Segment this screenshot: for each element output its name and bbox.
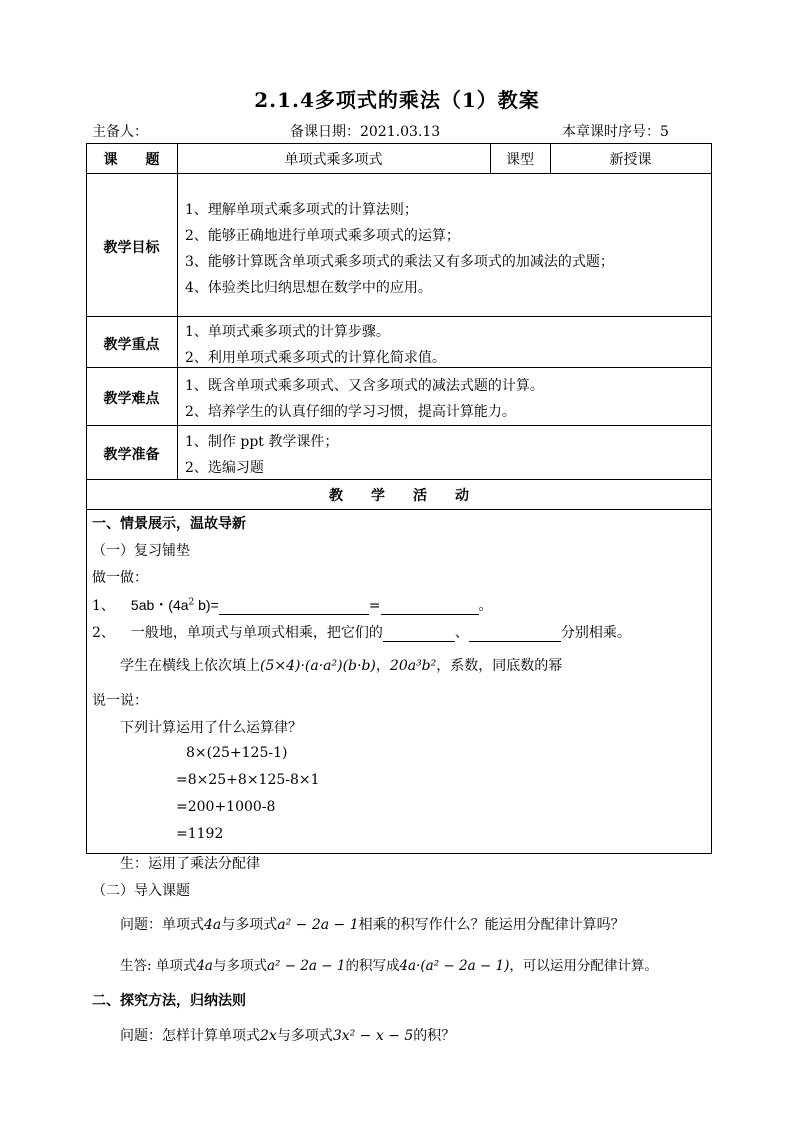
meta-line xyxy=(86,121,712,141)
goal-item: 4、体验类比归纳思想在数学中的应用。 xyxy=(185,280,432,296)
page-title: 2.1.4多项式的乘法（1）教案 xyxy=(254,88,540,112)
topic-value: 单项式乘多项式 xyxy=(284,152,383,168)
blank xyxy=(383,625,455,642)
lesson-plan-table xyxy=(86,143,712,854)
preparation-item: 1、制作 ppt 教学课件； xyxy=(185,434,339,450)
type-label: 课型 xyxy=(506,152,534,168)
question-2: 2、 一般地，单项式与单项式相乘，把它们的 、 分别相乘。 xyxy=(92,625,631,641)
question-1: 1、 5ab・($4a^2$ b)= = 。 xyxy=(92,597,493,614)
answer-line: 学生在横线上依次填上(5×4)·(a·a²)(b·b)，20a³b²，系数，同底数的幂 xyxy=(120,658,563,674)
keypoints-label: 教学重点 xyxy=(103,337,160,353)
blank xyxy=(469,625,561,642)
preparation-item: 2、选编习题 xyxy=(185,460,264,476)
question-3: 问题：单项式4a与多项式a² − 2a − 1相乘的积写作什么？能运用分配律计算吗？ xyxy=(120,917,625,933)
calc-line: =8×25+8×125-8×1 xyxy=(176,772,320,788)
preparation-label: 教学准备 xyxy=(103,447,160,463)
calc-line: =200+1000-8 xyxy=(176,799,276,815)
keypoint-item: 1、单项式乘多项式的计算步骤。 xyxy=(185,324,390,340)
goal-item: 1、理解单项式乘多项式的计算法则； xyxy=(185,202,418,218)
do-it-label: 做一做： xyxy=(92,570,148,586)
goal-item: 2、能够正确地进行单项式乘多项式的运算； xyxy=(185,228,460,244)
question-4: 问题：怎样计算单项式2x与多项式3x² − x − 5的积？ xyxy=(120,1028,456,1044)
blank xyxy=(381,598,479,615)
prep-date: 备课日期：2021.03.13 xyxy=(290,124,441,140)
calc-line: =1192 xyxy=(176,826,224,842)
preparer: 主备人： xyxy=(92,124,148,140)
section-2-heading: 二、探究方法，归纳法则 xyxy=(92,993,246,1009)
difficulty-item: 2、培养学生的认真仔细的学习习惯，提高计算能力。 xyxy=(185,404,516,420)
calc-line: 8×(25+125-1) xyxy=(186,745,288,761)
type-value: 新授课 xyxy=(609,152,652,168)
difficulties-label: 教学难点 xyxy=(103,391,160,407)
difficulty-item: 1、既含单项式乘多项式、又含多项式的减法式题的计算。 xyxy=(185,378,544,394)
goal-item: 3、能够计算既含单项式乘多项式的乘法又有多项式的加减法的式题； xyxy=(185,254,614,270)
blank xyxy=(219,598,369,615)
answer-3: 生答: 单项式4a与多项式a² − 2a − 1的积写成4a·(a² − 2a − 1)，可以运用分配律计算。 xyxy=(120,958,658,974)
section-1-heading: 一、情景展示，温故导新 xyxy=(92,516,246,532)
keypoint-item: 2、利用单项式乘多项式的计算化简求值。 xyxy=(185,350,446,366)
activity-header: 教 学 活 动 xyxy=(329,488,469,504)
ask-line: 下列计算运用了什么运算律？ xyxy=(120,720,302,736)
topic-label: 课 题 xyxy=(103,152,160,168)
subsection-1: （一）复习铺垫 xyxy=(92,543,190,559)
goals-label: 教学目标 xyxy=(103,240,160,256)
subsection-2: （二）导入课题 xyxy=(92,883,190,899)
say-label: 说一说： xyxy=(92,693,148,709)
student-answer: 生：运用了乘法分配律 xyxy=(120,856,260,872)
lesson-number: 本章课时序号：5 xyxy=(562,124,669,140)
